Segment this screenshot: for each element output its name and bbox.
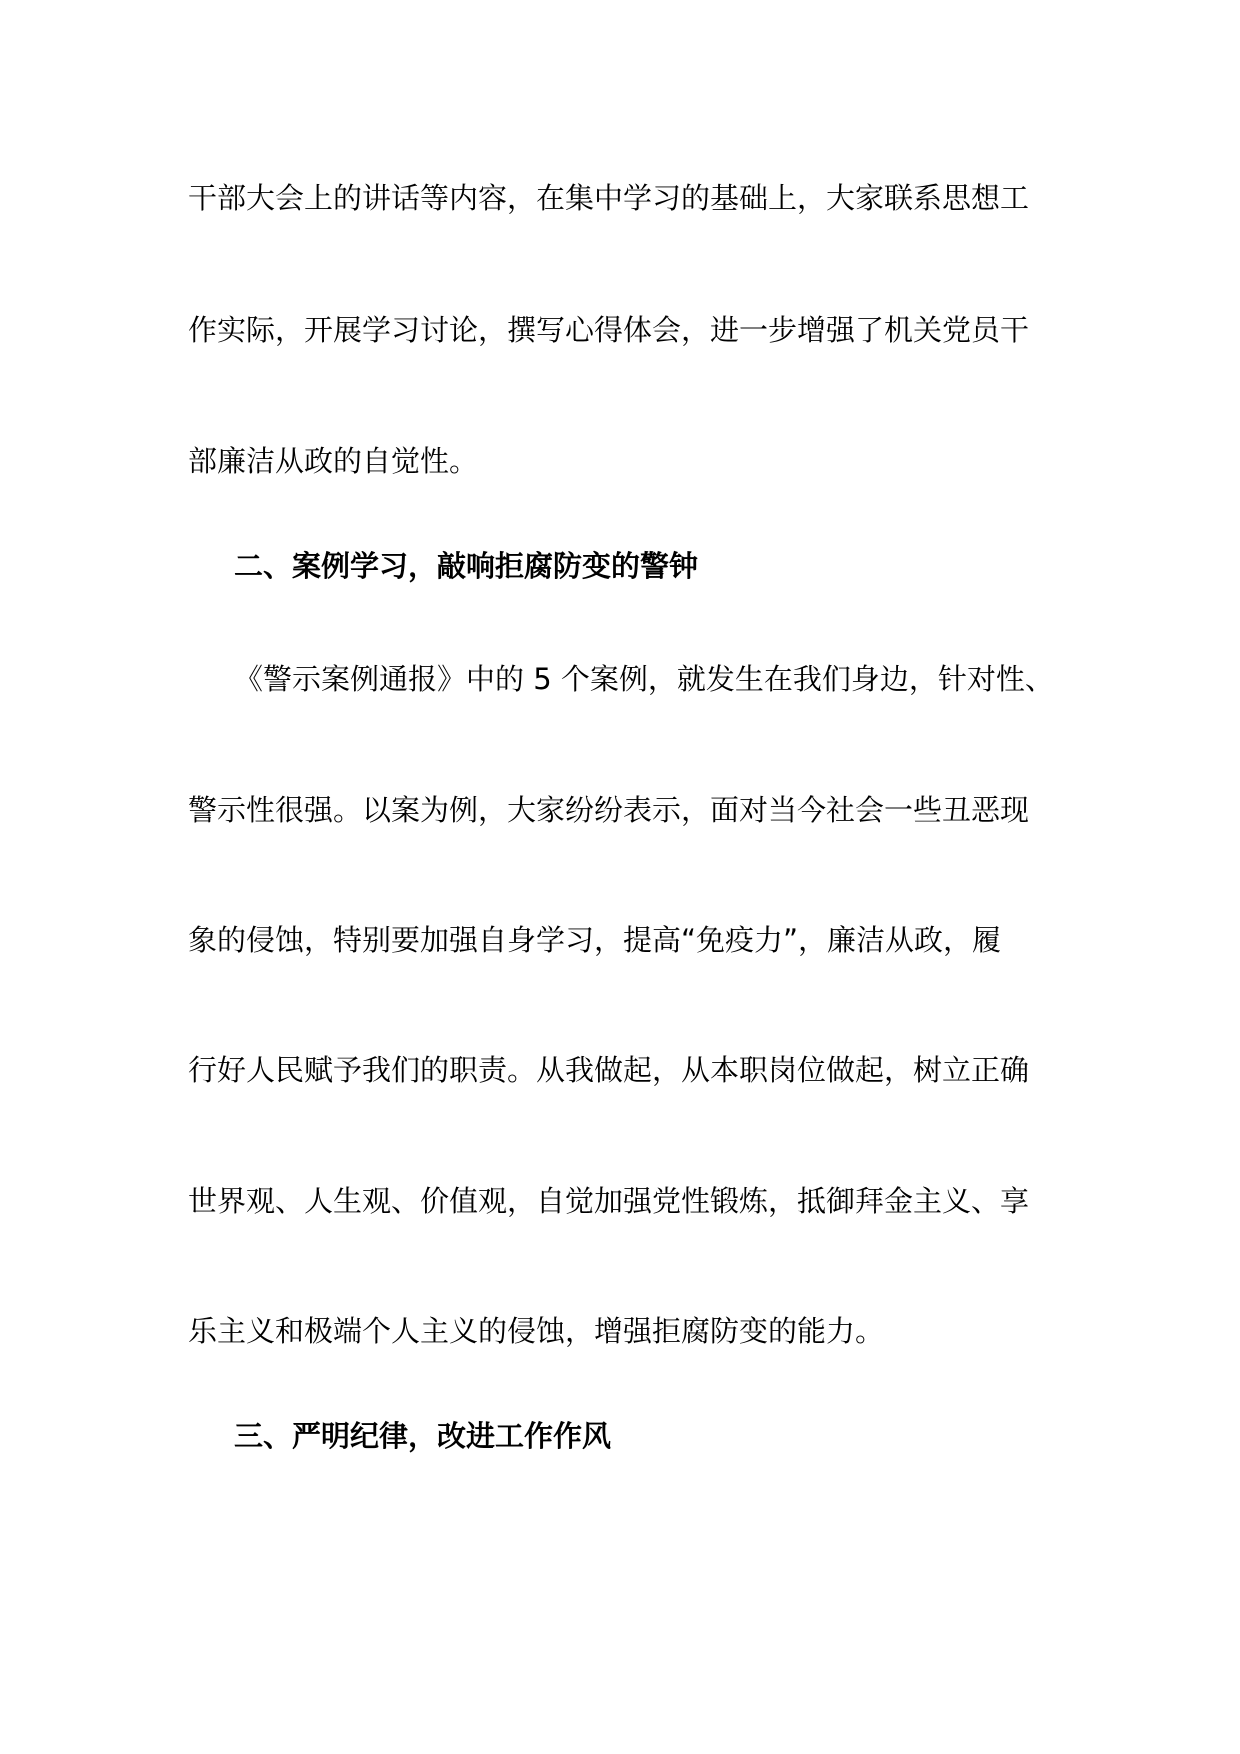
paragraph-line: 乐主义和极端个人主义的侵蚀，增强拒腐防变的能力。: [188, 1314, 885, 1348]
paragraph-line: 部廉洁从政的自觉性。: [188, 444, 479, 478]
paragraph-line: 干部大会上的讲话等内容，在集中学习的基础上，大家联系思想工: [188, 181, 1030, 215]
paragraph-line: 世界观、人生观、价值观，自觉加强党性锻炼，抵御拜金主义、享: [188, 1184, 1030, 1218]
section-heading: 二、案例学习，敲响拒腐防变的警钟: [234, 549, 699, 583]
paragraph-line: 行好人民赋予我们的职责。从我做起，从本职岗位做起，树立正确: [188, 1053, 1030, 1087]
paragraph-line: 《警示案例通报》中的 5 个案例，就发生在我们身边，针对性、: [234, 662, 1054, 696]
paragraph-line: 作实际，开展学习讨论，撰写心得体会，进一步增强了机关党员干: [188, 313, 1030, 347]
section-heading: 三、严明纪律，改进工作作风: [234, 1419, 612, 1453]
paragraph-line: 警示性很强。以案为例，大家纷纷表示，面对当今社会一些丑恶现: [188, 793, 1030, 827]
paragraph-line: 象的侵蚀，特别要加强自身学习，提高“免疫力”，廉洁从政，履: [188, 923, 1002, 957]
